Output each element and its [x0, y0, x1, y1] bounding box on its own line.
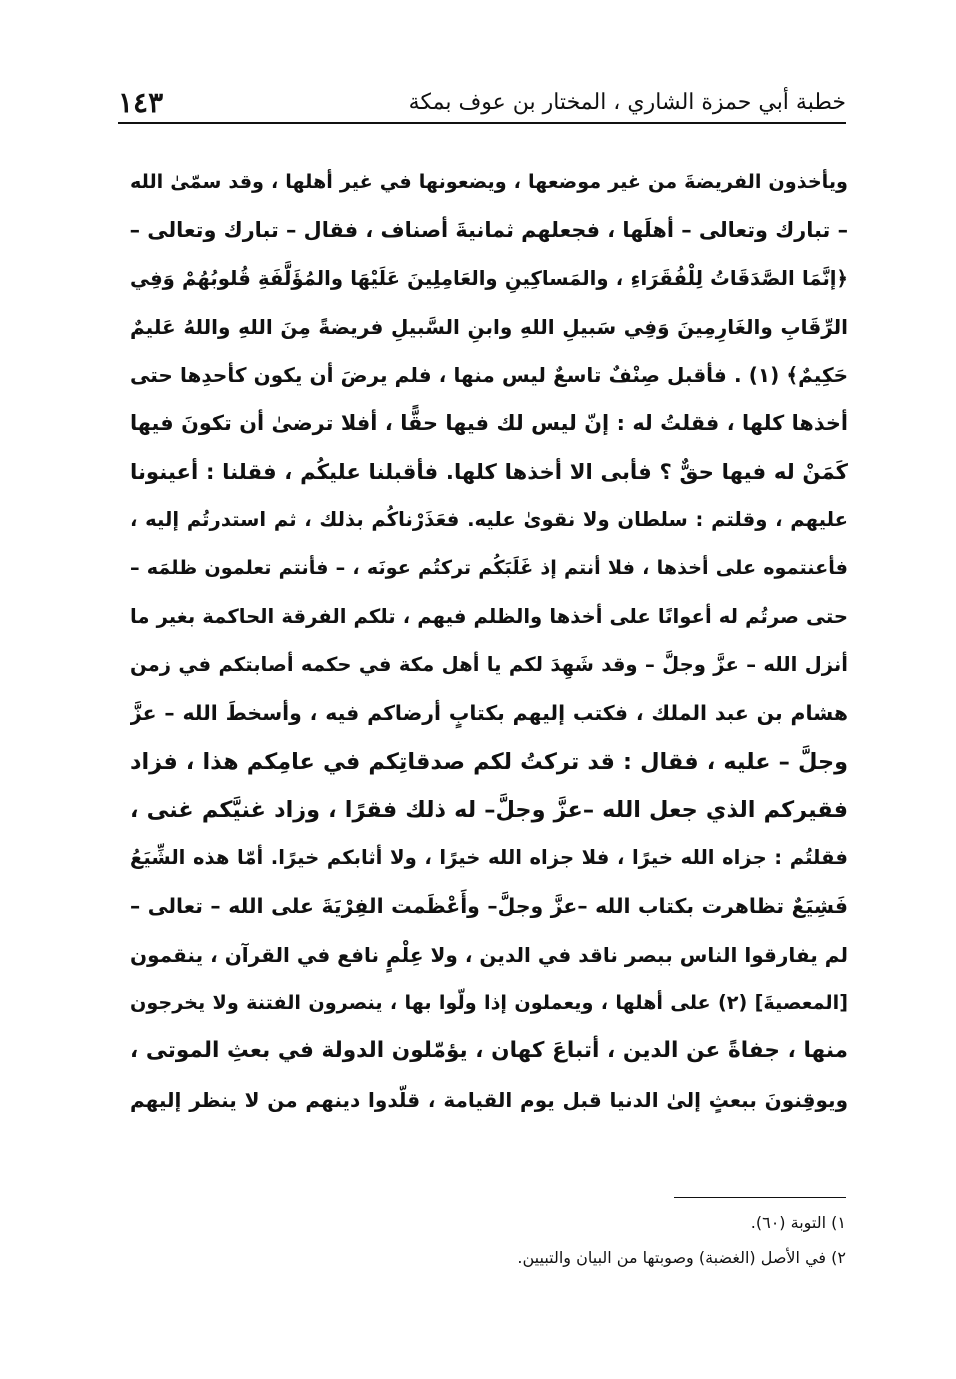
text-line: حتى صرتُم له أعوانًا على أخذها والظلم فيهم ، تلكم الفرقة الحاكمة بغير ما — [130, 604, 848, 628]
text-line: فقلتُم : جزاه الله خيرًا ، فلا جزاه الله خيرًا ، ولا أثابكم خيرًا. أمّا هذه الشِّيَعُ — [130, 846, 848, 870]
running-header — [118, 80, 846, 124]
footnote-divider — [674, 1197, 846, 1198]
text-line: عليهم ، وقلتم : سلطان ولا نقوىٰ عليه. فعَذَرْناكُم بذلك ، ثم استدرتُم إليه ، — [130, 508, 848, 532]
text-line: حَكِيمٌ﴾ (١) . فأقبل صِنْفٌ تاسعٌ ليس منها ، فلم يرضَ أن يكون كأحدِها حتى — [130, 363, 848, 388]
footnote-2: ٢) في الأصل (الغضبة) وصوبتها من البيان والتبيين. — [517, 1248, 846, 1267]
main-text — [130, 158, 848, 1124]
text-line: هشام بن عبد الملك ، فكتب إليهم بكتابٍ أرضاكم فيه ، وأسخطَ الله – عزَّ — [130, 701, 848, 726]
text-line: – تبارك وتعالى – أهلَها ، فجعلهم ثمانيةَ أصناف ، فقال – تبارك وتعالى – — [130, 218, 848, 243]
page-number: ١٤٣ — [118, 86, 164, 119]
text-line: ويأخذون الفريضةَ من غير موضعها ، ويضعونها في غير أهلها ، وقد سمّىٰ الله — [130, 170, 848, 193]
text-line: [المعصيةَ] (٢) على أهلها ، ويعملون إذا ولّوا بها ، ينصرون الفتنة ولا يخرجون — [130, 991, 848, 1015]
text-line: الرِّقَابِ والغَارِمِينَ وَفِي سَبيلِ اللهِ وابنِ السَّبيلِ فريضةً مِنَ اللهِ واللهُ عَليمٌ — [130, 314, 848, 339]
footnotes — [380, 1205, 846, 1275]
running-title: خطبة أبي حمزة الشاري ، المختار بن عوف بمكة — [408, 90, 846, 115]
text-line: كَمَنْ له فيها حقٌّ ؟ فأبى الا أخذها كلها. فأقبلنا عليكُم ، فقلنا : أعينونا — [130, 458, 848, 484]
text-line: منها ، جفاةً عن الدين ، أتباعَ كهان ، يؤمّلون الدولة في بعثِ الموتى ، — [130, 1038, 848, 1064]
text-line: ويوقِنونَ ببعثٍ إلىٰ الدنيا قبل يوم القيامة ، قلّدوا دينهم من لا ينظر إليهم — [130, 1087, 848, 1112]
text-line: أخذها كلها ، فقلتُ له : إنّ ليس لك فيها حقًّا ، أفلا ترضىٰ أن تكونَ فيها — [130, 411, 848, 436]
text-line: أنزل الله – عزَّ وجلَّ – وقد شَهِدَ لكم يا أهل مكة في حكمه أصابتكم في زمن — [130, 652, 848, 676]
footnote-1: ١) التوبة (٦٠). — [750, 1213, 846, 1232]
text-line: وجلَّ – عليه ، فقال : قد تركتُ لكم صدقاتِكم في عامِكم هذا ، فزاد — [130, 748, 848, 775]
text-line: ﴿إنَّمَا الصَّدَقَاتُ لِلْفُقَرَاءِ ، والمَساكِينِ والعَامِلِينَ عَلَيْهَا والمُؤَلَّفَةِ قُلوبُهُمْ وَفِي — [130, 266, 848, 290]
text-line: فَشِيَعٌ تظاهرت بكتاب الله –عزَّ وجلَّ– وأَعْظَمت الفِرْيَةَ على الله – تعالى – — [130, 894, 848, 919]
text-line: فقيركم الذي جعل الله –عزَّ وجلَّ– له ذلك فقرًا ، وزاد غنيَّكم غنى ، — [130, 796, 848, 823]
text-line: فأعنتموه على أخذها ، فلا أنتم إذ غَلَبَكُم تركتُم عونَه ، – فأنتم تعلمون ظلمَه – — [130, 556, 848, 580]
text-line: لم يفارقوا الناس ببصر ناقد في الدين ، ولا عِلْمٍ نافع في القرآن ، ينقمون — [130, 942, 848, 967]
header-divider — [118, 122, 846, 124]
